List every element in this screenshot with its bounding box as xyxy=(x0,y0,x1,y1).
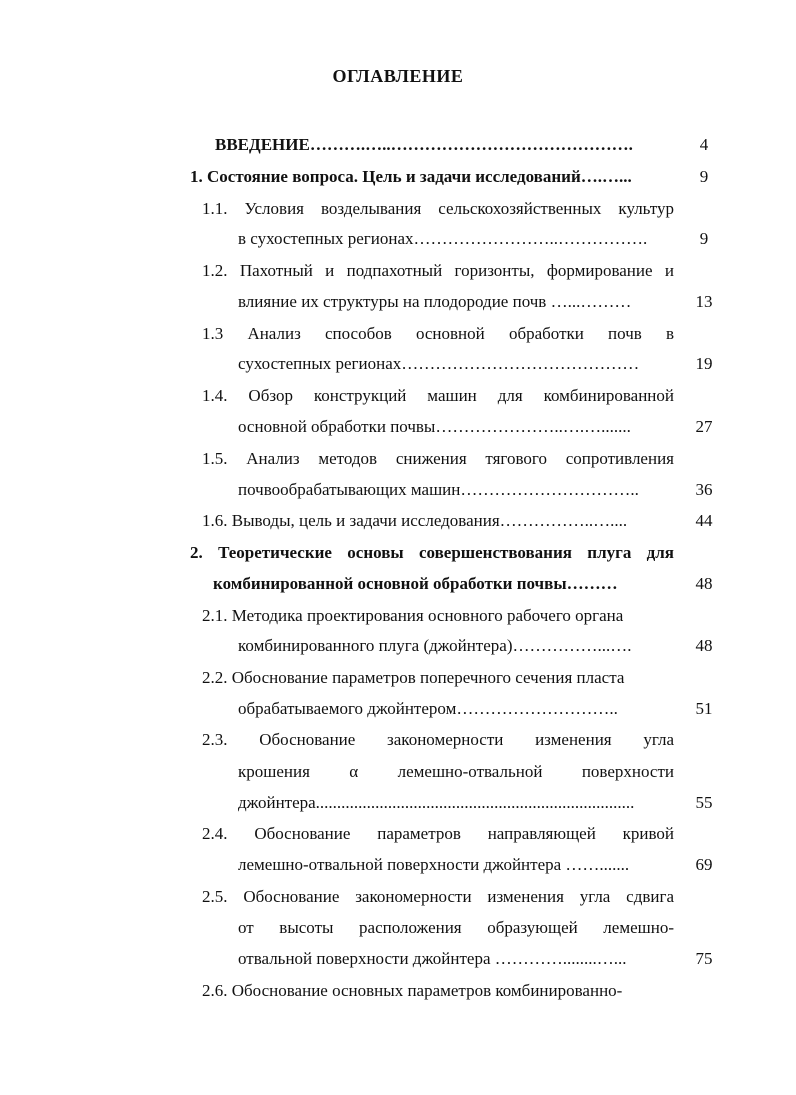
toc-entry-2-5: 2.5. Обоснование закономерности изменения угла сдвига xyxy=(202,887,674,906)
toc-page-number: 4 xyxy=(699,135,709,154)
toc-entry-1-1-cont: в сухостепных регионах……………………..……………. xyxy=(238,229,648,248)
toc-entry-1-4: 1.4. Обзор конструкций машин для комбинированной xyxy=(202,386,674,405)
toc-entry-intro: ВВЕДЕНИЕ……….…..……………………………………. xyxy=(215,135,633,154)
toc-page-number: 55 xyxy=(695,793,713,812)
toc-entry-2-1-cont: комбинированного плуга (джойнтера)……………...…. xyxy=(238,636,632,655)
toc-page-number: 13 xyxy=(695,292,713,311)
toc-entry-2-5-cont: от высоты расположения образующей лемешно- xyxy=(238,918,674,937)
toc-entry-2-2: 2.2. Обоснование параметров поперечного сечения пласта xyxy=(202,668,625,687)
toc-entry-1-5: 1.5. Анализ методов снижения тягового сопротивления xyxy=(202,449,674,468)
toc-entry-2-3-cont: крошения α лемешно-отвальной поверхности xyxy=(238,762,674,781)
toc-entry-1-4-cont: основной обработки почвы…………………..….…....... xyxy=(238,417,631,436)
toc-entry-2-4-cont: лемешно-отвальной поверхности джойнтера ……....... xyxy=(238,855,630,874)
toc-page-number: 27 xyxy=(695,417,713,436)
toc-entry-1-1: 1.1. Условия возделывания сельскохозяйственных культур xyxy=(202,199,674,218)
toc-entry-2-3: 2.3. Обоснование закономерности изменения угла xyxy=(202,730,674,749)
toc-page-number: 75 xyxy=(695,949,713,968)
toc-page-number: 44 xyxy=(695,511,713,530)
page-title: ОГЛАВЛЕНИЕ xyxy=(332,66,464,86)
toc-entry-chapter-2: 2. Теоретические основы совершенствования плуга для xyxy=(190,543,674,562)
toc-entry-2-6: 2.6. Обоснование основных параметров комбинированно- xyxy=(202,981,623,1000)
toc-page-number: 69 xyxy=(695,855,713,874)
toc-page-number: 36 xyxy=(695,480,713,499)
toc-entry-1-3-cont: сухостепных регионах…………………………………… xyxy=(238,354,640,373)
toc-page-number: 48 xyxy=(695,636,713,655)
toc-entry-1-2-cont: влияние их структуры на плодородие почв …...……… xyxy=(238,292,632,311)
toc-page-number: 9 xyxy=(699,167,709,186)
toc-entry-2-3-cont2: джойнтера........................................................................... xyxy=(238,793,635,812)
toc-entry-1-5-cont: почвообрабатывающих машин………………………….. xyxy=(238,480,639,499)
toc-entry-chapter-1: 1. Состояние вопроса. Цель и задачи исследований….…... xyxy=(190,167,632,186)
toc-page-number: 9 xyxy=(699,229,709,248)
toc-entry-1-3: 1.3 Анализ способов основной обработки почв в xyxy=(202,324,674,343)
toc-page-number: 19 xyxy=(695,354,713,373)
toc-entry-2-2-cont: обрабатываемого джойнтером……………………….. xyxy=(238,699,618,718)
toc-entry-2-1: 2.1. Методика проектирования основного рабочего органа xyxy=(202,606,624,625)
toc-entry-2-5-cont2: отвальной поверхности джойнтера …………........…... xyxy=(238,949,627,968)
toc-page-number: 48 xyxy=(695,574,713,593)
toc-entry-1-2: 1.2. Пахотный и подпахотный горизонты, формирование и xyxy=(202,261,674,280)
toc-page-number: 51 xyxy=(695,699,713,718)
toc-entry-chapter-2-cont: комбинированной основной обработки почвы……… xyxy=(213,574,618,593)
toc-entry-2-4: 2.4. Обоснование параметров направляющей кривой xyxy=(202,824,674,843)
toc-entry-1-6: 1.6. Выводы, цель и задачи исследования……………..….... xyxy=(202,511,628,530)
